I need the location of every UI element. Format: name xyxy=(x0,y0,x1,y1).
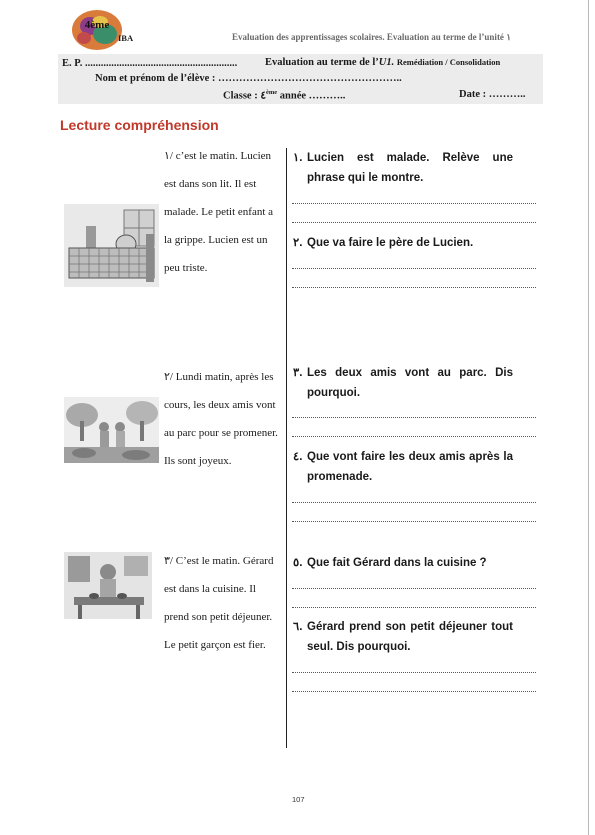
class-sup: ème xyxy=(265,89,278,96)
answer-line[interactable] xyxy=(292,222,536,224)
question-text: Que vont faire les deux amis après la promenade. xyxy=(307,451,513,483)
passage-2: ٢/ Lundi matin, après les cours, les deux amis vont au parc pour se promener. Ils sont joyeux. xyxy=(164,371,278,467)
class-label: Classe : ٤ xyxy=(223,90,266,102)
answer-line[interactable] xyxy=(292,287,536,289)
class-rest: année ……….. xyxy=(277,90,346,102)
question-text: Lucien est malade. Relève une phrase qui le montre. xyxy=(307,152,513,184)
question-3 xyxy=(293,363,513,403)
page-number: 107 xyxy=(292,795,305,804)
brand-label: IBA xyxy=(118,33,134,43)
question-4 xyxy=(293,447,513,487)
series-title: Evaluation des apprentissages scolaires. Evaluation au terme de l’unité ١ xyxy=(232,32,512,42)
eval-unit: U1. xyxy=(378,57,395,68)
question-text: Les deux amis vont au parc. Dis pourquoi. xyxy=(307,367,513,399)
ep-field: E. P. .......................................................... xyxy=(62,58,238,69)
sick-boy-illustration xyxy=(64,204,159,287)
class-field xyxy=(223,89,345,102)
answer-line[interactable] xyxy=(292,672,536,674)
question-text: Que fait Gérard dans la cuisine ? xyxy=(307,557,487,569)
question-5 xyxy=(293,553,513,573)
passage-1: ١/ c’est le matin. Lucien est dans son lit. Il est malade. Le petit enfant a la grippe. Lucien est un peu triste. xyxy=(164,150,274,274)
question-number: ٥. xyxy=(293,557,303,569)
passage-3: ٣/ C’est le matin. Gérard est dans la cuisine. Il prend son petit déjeuner. Le petit garçon est fier. xyxy=(164,555,274,651)
evaluation-title xyxy=(265,57,500,68)
kitchen-illustration xyxy=(64,552,152,619)
answer-line[interactable] xyxy=(292,268,536,270)
question-text: Gérard prend son petit déjeuner tout seul. Dis pourquoi. xyxy=(307,621,513,653)
question-number: ٣. xyxy=(293,367,303,379)
column-divider xyxy=(286,148,287,748)
eval-prefix: Evaluation au terme de l’ xyxy=(265,57,379,68)
answer-line[interactable] xyxy=(292,417,536,419)
question-number: ٦. xyxy=(293,621,303,633)
question-number: ٤. xyxy=(293,451,303,463)
eval-suffix: Remédiation / Consolidation xyxy=(396,57,501,67)
date-field: Date : ……….. xyxy=(459,89,526,100)
student-name-field: Nom et prénom de l’élève : …………………………………………….. xyxy=(95,73,402,84)
question-6 xyxy=(293,617,513,657)
answer-line[interactable] xyxy=(292,691,536,693)
park-illustration xyxy=(64,397,159,463)
question-number: ١. xyxy=(293,152,303,164)
section-title: Lecture compréhension xyxy=(60,117,219,133)
answer-line[interactable] xyxy=(292,436,536,438)
answer-line[interactable] xyxy=(292,607,536,609)
question-1 xyxy=(293,148,513,188)
logo-text: 4ème xyxy=(84,19,110,31)
school-logo xyxy=(70,8,124,52)
answer-line[interactable] xyxy=(292,588,536,590)
page-edge xyxy=(588,0,589,835)
question-number: ٢. xyxy=(293,237,303,249)
question-2 xyxy=(293,233,513,253)
question-text: Que va faire le père de Lucien. xyxy=(307,237,474,249)
answer-line[interactable] xyxy=(292,521,536,523)
answer-line[interactable] xyxy=(292,502,536,504)
answer-line[interactable] xyxy=(292,203,536,205)
